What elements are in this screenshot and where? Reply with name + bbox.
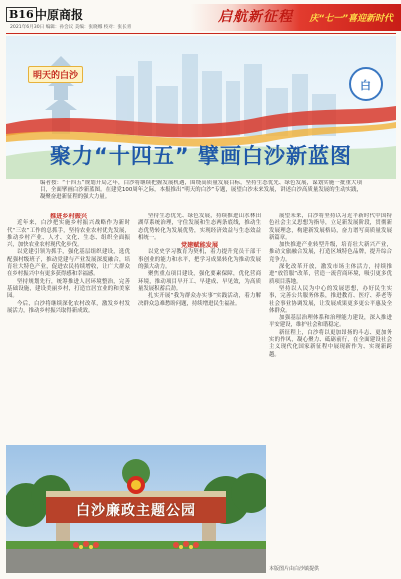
masthead (0, 0, 401, 34)
body-paragraph: 扎实开展“我为群众办实事”实践活动，着力解决群众急难愁盼问题，持续增进民生福祉。 (138, 293, 261, 307)
body-paragraph: 坚持以人民为中心的发展思想，办好民生实事，完善公共服务体系，推进教育、医疗、养老等社会事业协调发展，让发展成果更多更公平惠及全体群众。 (269, 285, 392, 314)
issue-info: 2021年6月30日 编辑：孙会议 美编：张晓娜 校对：张长青 (10, 25, 132, 30)
header-rule (6, 33, 396, 34)
body-paragraph: 今后，白沙将继续深化农村改革，激发乡村发展活力，推动乡村振兴取得新成效。 (7, 300, 130, 314)
body-paragraph: 以党史学习教育为契机，着力提升党员干部干事创业的能力和水平，把学习成果转化为推动发展的强大动力。 (138, 249, 261, 271)
body-paragraph: 坚持规划先行，统筹推进人居环境整治，完善基础设施，建设美丽乡村，打造宜居宜业的和美家园。 (7, 278, 130, 300)
body-paragraph: 以党建引领为抓手，强化基层组织建设，选优配强村级班子，推动党建与产业发展深度融合，培育壮大特色产业，促进农民持续增收，让广大群众在乡村振兴中有更多获得感和幸福感。 (7, 249, 130, 278)
section-banner (190, 4, 401, 31)
article-column-1 (7, 213, 130, 443)
body-paragraph: 聚焦重点项目建设，强化要素保障，优化营商环境，推动项目早开工、早建成、早见效，为高质量发展积蓄后劲。 (138, 271, 261, 292)
gate-sign-text: 白沙廉政主题公园 (76, 503, 196, 519)
main-headline: 聚力“十四五” 擘画白沙新蓝图 (50, 144, 352, 168)
body-paragraph: 加快推进产业转型升级，培育壮大新兴产业，推动文旅融合发展，打造区域特色品牌，提升综合竞争力。 (269, 242, 392, 263)
logo-text: 白 (360, 79, 371, 92)
hero-section (6, 36, 396, 179)
section-subheading: 推进乡村振兴 (49, 213, 88, 220)
photo-credit: 本版图片由白沙镇提供 (269, 566, 320, 572)
body-paragraph: 近年来，白沙把实施乡村振兴战略作为新时代“三农”工作的总抓手，坚持农业农村优先发展，推动乡村产业、人才、文化、生态、组织全面振兴，加快农业农村现代化步伐。 (7, 220, 130, 249)
article-column-2 (138, 213, 261, 443)
newspaper-name: 中原商报 (35, 8, 84, 22)
body-paragraph: 坚持生态优先、绿色发展，持续推进山水林田湖草系统治理，守住发展和生态两条底线，推动生态优势转化为发展优势，实现经济效益与生态效益相统一。 (138, 213, 261, 241)
page-number: B16 (6, 7, 37, 22)
lead-paragraph: 编者按：“十四五”规划开局之年，白沙将继续把握发展机遇，围绕高质量发展目标，坚持生态优先、绿色发展，谋划实施一批重大项目，全面擘画白沙新蓝图。在建党100周年之际，本报推出“明天的白沙”专题，展望白沙未来发展，讲述白沙高质量发展的生动实践，凝聚奋进新征程的强大力量。 (40, 180, 362, 201)
article-column-3 (269, 213, 392, 575)
park-gate-photo (6, 445, 266, 573)
banner-subtitle: 庆“七一”喜迎新时代 (309, 14, 393, 24)
body-paragraph: 展望未来，白沙将坚持以习近平新时代中国特色社会主义思想为指导，立足新发展阶段，贯彻新发展理念，构建新发展格局，奋力谱写高质量发展新篇章。 (269, 213, 392, 241)
section-subheading: 党建赋能发展 (180, 242, 219, 250)
banner-title: 启航新征程 (218, 9, 293, 25)
body-paragraph: 深化改革开放，激发市场主体活力，持续推进“放管服”改革，营造一流营商环境，吸引更多优质项目落地。 (269, 264, 392, 285)
body-paragraph: 新征程上，白沙将以更加昂扬的斗志、更加务实的作风，凝心聚力、砥砺前行，在全面建设社会主义现代化国家新征程中展现新作为、实现新跨越。 (269, 329, 392, 358)
column-tag: 明天的白沙 (28, 66, 83, 83)
body-paragraph: 加强基层治理体系和治理能力建设，深入推进平安建设，维护社会和谐稳定。 (269, 315, 392, 329)
